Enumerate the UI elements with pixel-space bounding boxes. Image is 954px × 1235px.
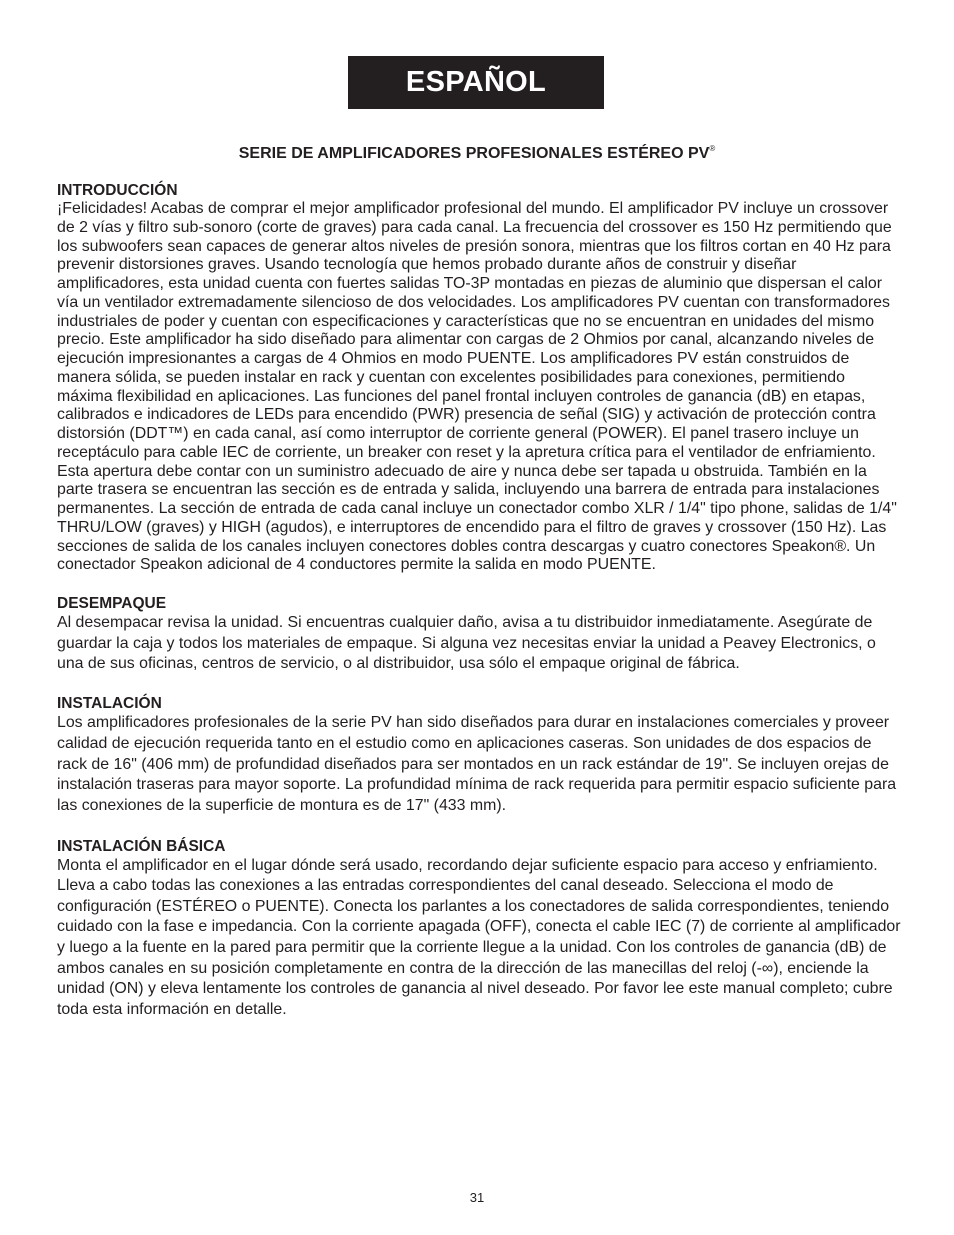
language-label: ESPAÑOL [405,66,547,98]
section-instalacion [57,694,902,817]
section-paragraph: ¡Felicidades! Acabas de comprar el mejor amplificador profesional del mundo. El amplificador PV incluye un crossover de 2 vías y filtro sub-sonoro (corte de graves) para cada canal. La frecuencia del crossover es 150 Hz permitiendo que los subwoofers sean capaces de generar altos niveles de presión sonora, mientras que los filtros cortan en 40 Hz para prevenir distorsiones graves. Usando tecnología que hemos probado durante años de construir y diseñar amplificadores, esta unidad cuenta con fuertes salidas TO-3P montadas en piezas de aluminio que dispersan el calor vía un ventilador extremadamente silencioso de dos velocidades. Los amplificadores PV cuentan con transformadores industriales de poder y cuentan con especificaciones y características que no se encuentran en unidades del mismo precio. Este amplificador ha sido diseñado para alimentar con cargas de 2 Ohmios por canal, alcanzando niveles de ejecución impresionantes a cargas de 4 Ohmios en modo PUENTE. Los amplificadores PV están construidos de manera sólida, se pueden instalar en rack y cuentan con excelentes posibilidades para conexiones, permitiendo máxima flexibilidad en aplicaciones. Las funciones del panel frontal incluyen controles de ganancia (dB) en etapas, calibrados e indicadores de LEDs para encendido (PWR) presencia de señal (SIG) y activación de protección contra distorsión (DDT™) en cada canal, así como interruptor de corriente general (POWER). El panel trasero incluye un receptáculo para cable IEC de corriente, un breaker con reset y la apretura crítica para el ventilador de enfriamiento. Esta apertura debe contar con un suministro adecuado de aire y nunca debe ser tapada u obstruida. También en la parte trasera se encuentran las sección es de entrada y salida, incluyendo una barrera de entrada para instalaciones permanentes. La sección de entrada de cada canal incluye un conectador combo XLR / 1/4" tipo phone, salidas de 1/4" THRU/LOW (graves) y HIGH (agudos), e interruptores de encendido para el filtro de graves y crossover (150 Hz). Las secciones de salida de los canales incluyen conectores dobles contra descargas y cuatro conectores Speakon®. Un conectador Speakon adicional de 4 conductores permite la salida en modo PUENTE. [57,200,897,574]
section-heading: INSTALACIÓN [57,695,162,713]
page-number: 31 [469,1190,485,1205]
section-instalacion-basica [57,837,902,1021]
section-heading: INTRODUCCIÓN [57,182,178,199]
section-paragraph: Monta el amplificador en el lugar dónde será usado, recordando dejar suficiente espacio para acceso y enfriamiento. Lleva a cabo todas las conexiones a las entradas correspondientes del canal deseado. Selecciona el modo de configuración (ESTÉREO o PUENTE). Conecta los parlantes a los conectadores de salida correspondientes, teniendo cuidado con la fase e impedancia. Con la corriente apagada (OFF), conecta el cable IEC (7) de corriente al amplificador y luego a la fuente en la pared para permitir que la corriente llegue a la unidad. Con los controles de ganancia (dB) de ambos canales en su posición completamente en contra de la dirección de las manecillas del reloj (-∞), enciende la unidad (ON) y eleva lentamente los controles de ganancia al nivel deseado. Por favor lee este manual completo; cubre toda esta información en detalle. [57,856,901,1018]
section-paragraph: Al desempacar revisa la unidad. Si encuentras cualquier daño, avisa a tu distribuidor inmediatamente. Asegúrate de guardar la caja y todos los materiales de empaque. Si alguna vez necesitas enviar la unidad a Peavey Electronics, o una de sus oficinas, centros de servicio, o al distribuidor, usa sólo el empaque original de fábrica. [57,614,876,673]
section-heading: DESEMPAQUE [57,595,167,612]
document-body [57,181,902,1020]
document-title [0,139,954,164]
section-introduccion [57,181,902,575]
document-title-text: SERIE DE AMPLIFICADORES PROFESIONALES ESTÉREO PV [238,145,710,162]
section-paragraph: Los amplificadores profesionales de la serie PV han sido diseñados para durar en instalaciones comerciales y proveer calidad de ejecución requerida tanto en el estudio como en aplicaciones caseras. Son unidades de dos espacios de rack de 16" (406 mm) de profundidad diseñados para ser montados en un rack estándar de 19". Se incluyen orejas de instalación traseras para mayor soporte. La profundidad mínima de rack requerida para permitir espacio suficiente para las conexiones de la superficie de montura es de 17" (433 mm). [57,714,897,814]
registered-mark: ® [709,144,716,153]
section-desempaque [57,594,902,675]
language-banner [348,56,604,109]
section-heading: INSTALACIÓN BÁSICA [57,837,226,855]
